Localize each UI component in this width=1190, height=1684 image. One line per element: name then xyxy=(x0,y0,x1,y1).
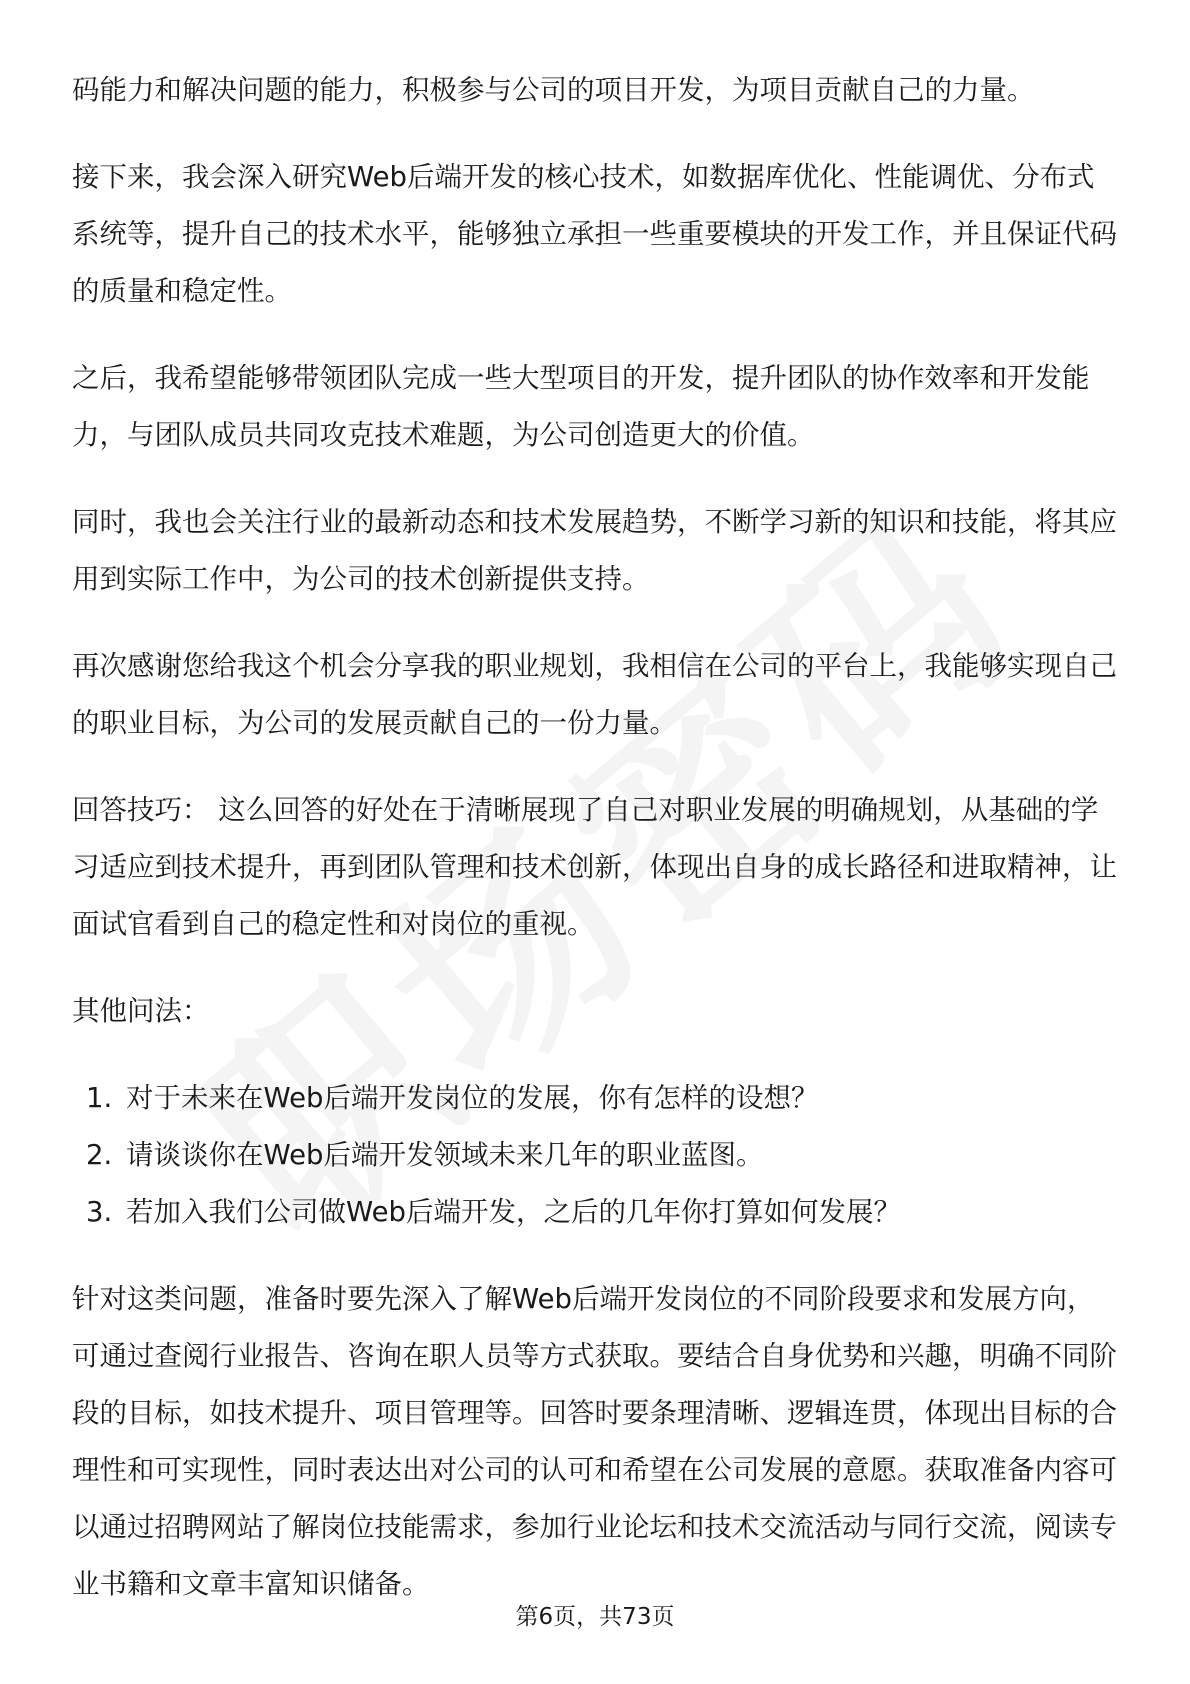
paragraph-other-questions-heading: 其他问法： xyxy=(72,995,210,1027)
page-footer: 第6页，共73页 xyxy=(515,1604,675,1630)
list-item-text: 对于未来在Web后端开发岗位的发展，你有怎样的设想？ xyxy=(126,1082,819,1114)
paragraph-preparation-advice: 针对这类问题，准备时要先深入了解Web后端开发岗位的不同阶段要求和发展方向，可通过查阅行业报告、咨询在职人员等方式获取。要结合自身优势和兴趣，明确不同阶段的目标，如技术提升、项目管理等。回答时要条理清晰、逻辑连贯，体现出目标的合理性和可实现性，同时表达出对公司的认可和希望在公司发展的意愿。获取准备内容可以通过招聘网站了解岗位技能需求，参加行业论坛和技术交流活动与同行交流，阅读专业书籍和文章丰富知识储备。 xyxy=(72,1283,1117,1600)
list-item-text: 若加入我们公司做Web后端开发，之后的几年你打算如何发展？ xyxy=(126,1196,901,1228)
list-item-number: 3. xyxy=(86,1196,113,1228)
list-item-number: 2. xyxy=(86,1139,113,1171)
paragraph-skills-intro: 码能力和解决问题的能力，积极参与公司的项目开发，为项目贡献自己的力量。 xyxy=(72,74,1035,106)
document-body xyxy=(72,62,1120,1643)
paragraph-answer-tips: 回答技巧： 这么回答的好处在于清晰展现了自己对职业发展的明确规划，从基础的学习适应到技术提升，再到团队管理和技术创新，体现出自身的成长路径和进取精神，让面试官看到自己的稳定性和对岗位的重视。 xyxy=(72,794,1117,940)
paragraph-team-lead: 之后，我希望能够带领团队完成一些大型项目的开发，提升团队的协作效率和开发能力，与团队成员共同攻克技术难题，为公司创造更大的价值。 xyxy=(72,362,1090,451)
list-item xyxy=(72,1070,1120,1127)
list-item xyxy=(72,1127,1120,1184)
list-item-text: 请谈谈你在Web后端开发领域未来几年的职业蓝图。 xyxy=(126,1139,764,1171)
paragraph-thanks: 再次感谢您给我这个机会分享我的职业规划，我相信在公司的平台上，我能够实现自己的职业目标，为公司的发展贡献自己的一份力量。 xyxy=(72,650,1117,739)
list-item-number: 1. xyxy=(86,1082,113,1114)
paragraph-industry-trends: 同时，我也会关注行业的最新动态和技术发展趋势，不断学习新的知识和技能，将其应用到实际工作中，为公司的技术创新提供支持。 xyxy=(72,506,1117,595)
other-questions-list xyxy=(72,1070,1120,1241)
list-item xyxy=(72,1184,1120,1241)
paragraph-next-step: 接下来，我会深入研究Web后端开发的核心技术，如数据库优化、性能调优、分布式系统等，提升自己的技术水平，能够独立承担一些重要模块的开发工作，并且保证代码的质量和稳定性。 xyxy=(72,161,1117,307)
